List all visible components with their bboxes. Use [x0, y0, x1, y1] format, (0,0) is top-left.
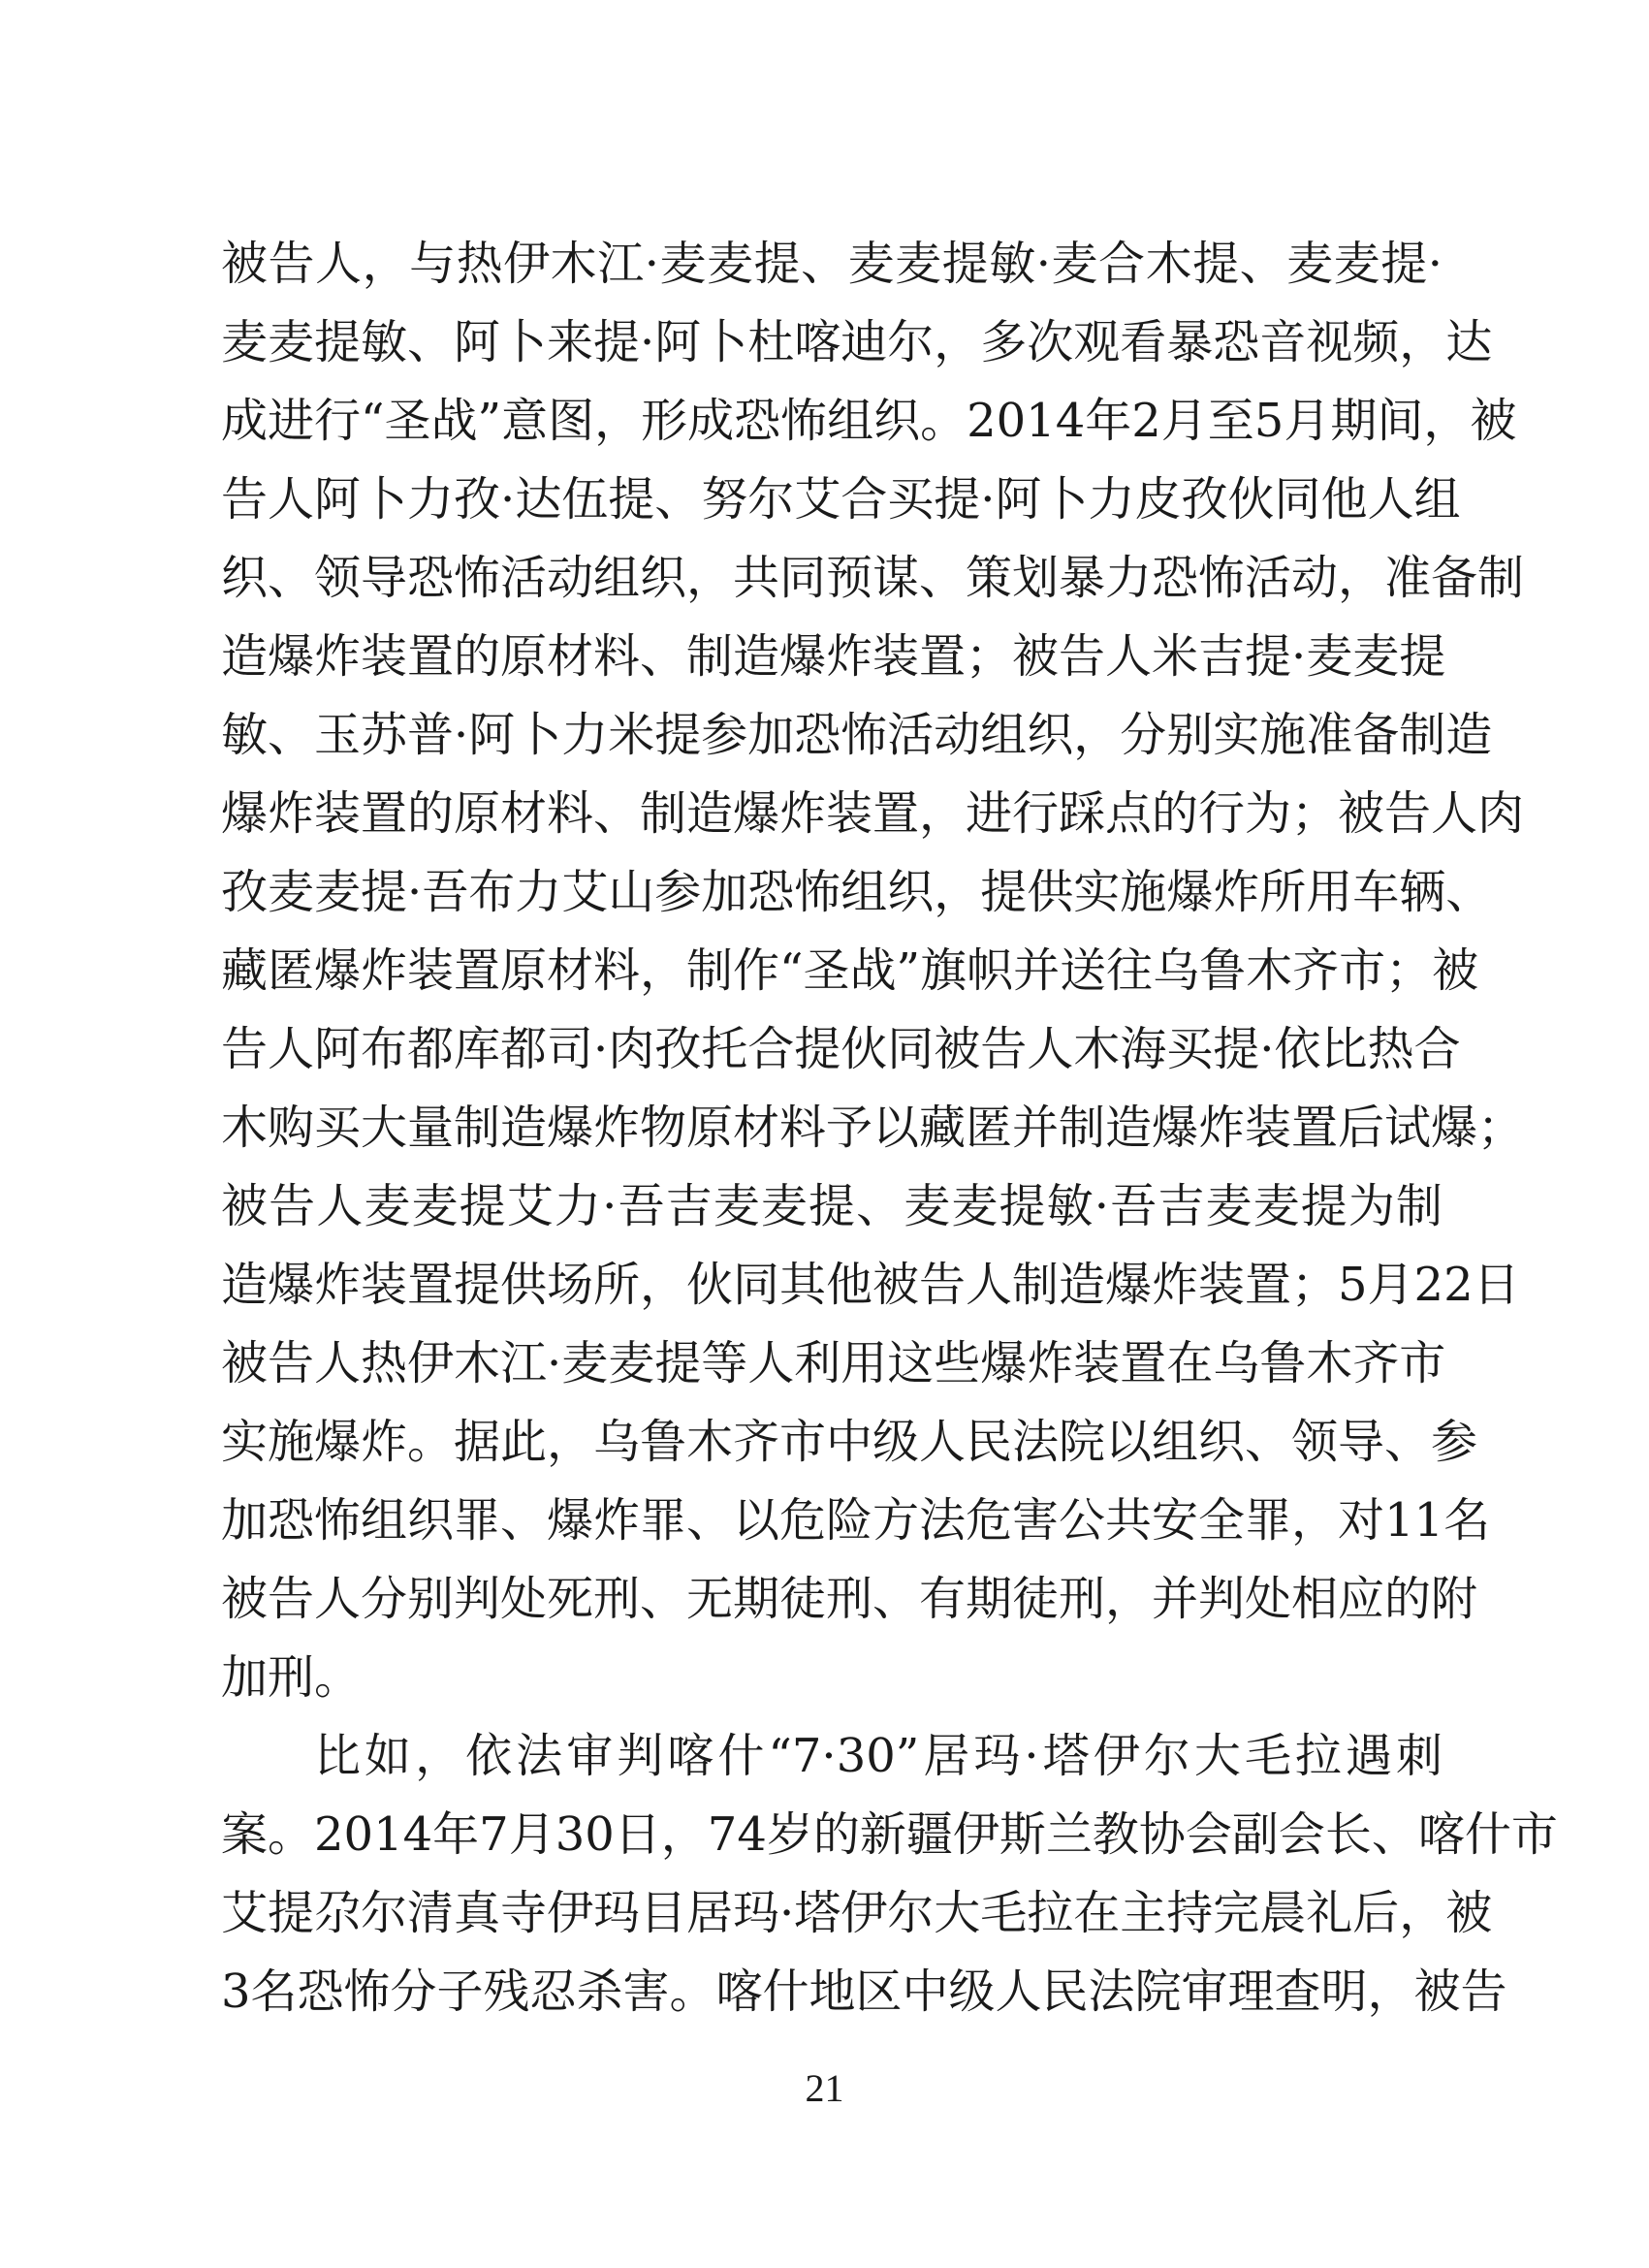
text-line: 加恐怖组织罪、爆炸罪、以危险方法危害公共安全罪，对11名 [221, 1493, 1491, 1548]
page-number: 21 [805, 2066, 844, 2110]
text-line: 被告人热伊木江·麦麦提等人利用这些爆炸装置在乌鲁木齐市 [221, 1336, 1446, 1390]
text-line: 被告人麦麦提艾力·吾吉麦麦提、麦麦提敏·吾吉麦麦提为制 [221, 1179, 1443, 1233]
text-line: 孜麦麦提·吾布力艾山参加恐怖组织，提供实施爆炸所用车辆、 [221, 865, 1493, 919]
text-line: 织、领导恐怖活动组织，共同预谋、策划暴力恐怖活动，准备制 [221, 551, 1525, 605]
text-line: 告人阿布都库都司·肉孜托合提伙同被告人木海买提·依比热合 [221, 1022, 1461, 1076]
text-line: 艾提尕尔清真寺伊玛目居玛·塔伊尔大毛拉在主持完晨礼后，被 [221, 1886, 1493, 1940]
text-line: 实施爆炸。据此，乌鲁木齐市中级人民法院以组织、领导、参 [221, 1415, 1478, 1469]
text-line: 藏匿爆炸装置原材料，制作“圣战”旗帜并送往乌鲁木齐市；被 [221, 943, 1479, 998]
text-line: 被告人分别判处死刑、无期徒刑、有期徒刑，并判处相应的附 [221, 1572, 1478, 1626]
text-line: 成进行“圣战”意图，形成恐怖组织。2014年2月至5月期间，被 [221, 394, 1517, 448]
text-line: 造爆炸装置提供场所，伙同其他被告人制造爆炸装置；5月22日 [221, 1258, 1520, 1312]
body-text [221, 225, 1558, 2031]
text-line: 告人阿卜力孜·达伍提、努尔艾合买提·阿卜力皮孜伙同他人组 [221, 472, 1461, 527]
text-line: 敏、玉苏普·阿卜力米提参加恐怖活动组织，分别实施准备制造 [221, 708, 1493, 762]
text-line: 爆炸装置的原材料、制造爆炸装置，进行踩点的行为；被告人肉 [221, 786, 1525, 841]
paragraph-2 [221, 1717, 1558, 2031]
text-line: 被告人，与热伊木江·麦麦提、麦麦提敏·麦合木提、麦麦提· [221, 237, 1443, 291]
text-line: 木购买大量制造爆炸物原材料予以藏匿并制造爆炸装置后试爆； [221, 1101, 1525, 1155]
text-line: 比如，依法审判喀什“7·30”居玛·塔伊尔大毛拉遇刺 [314, 1729, 1443, 1783]
text-line: 麦麦提敏、阿卜来提·阿卜杜喀迪尔，多次观看暴恐音视频，达 [221, 315, 1493, 369]
text-line: 案。2014年7月30日，74岁的新疆伊斯兰教协会副会长、喀什市 [221, 1807, 1558, 1862]
text-line: 加刑。 [221, 1650, 362, 1705]
text-line: 造爆炸装置的原材料、制造爆炸装置；被告人米吉提·麦麦提 [221, 629, 1446, 684]
text-line: 3名恐怖分子残忍杀害。喀什地区中级人民法院审理查明，被告 [221, 1965, 1507, 2019]
paragraph-1 [221, 225, 1525, 1717]
